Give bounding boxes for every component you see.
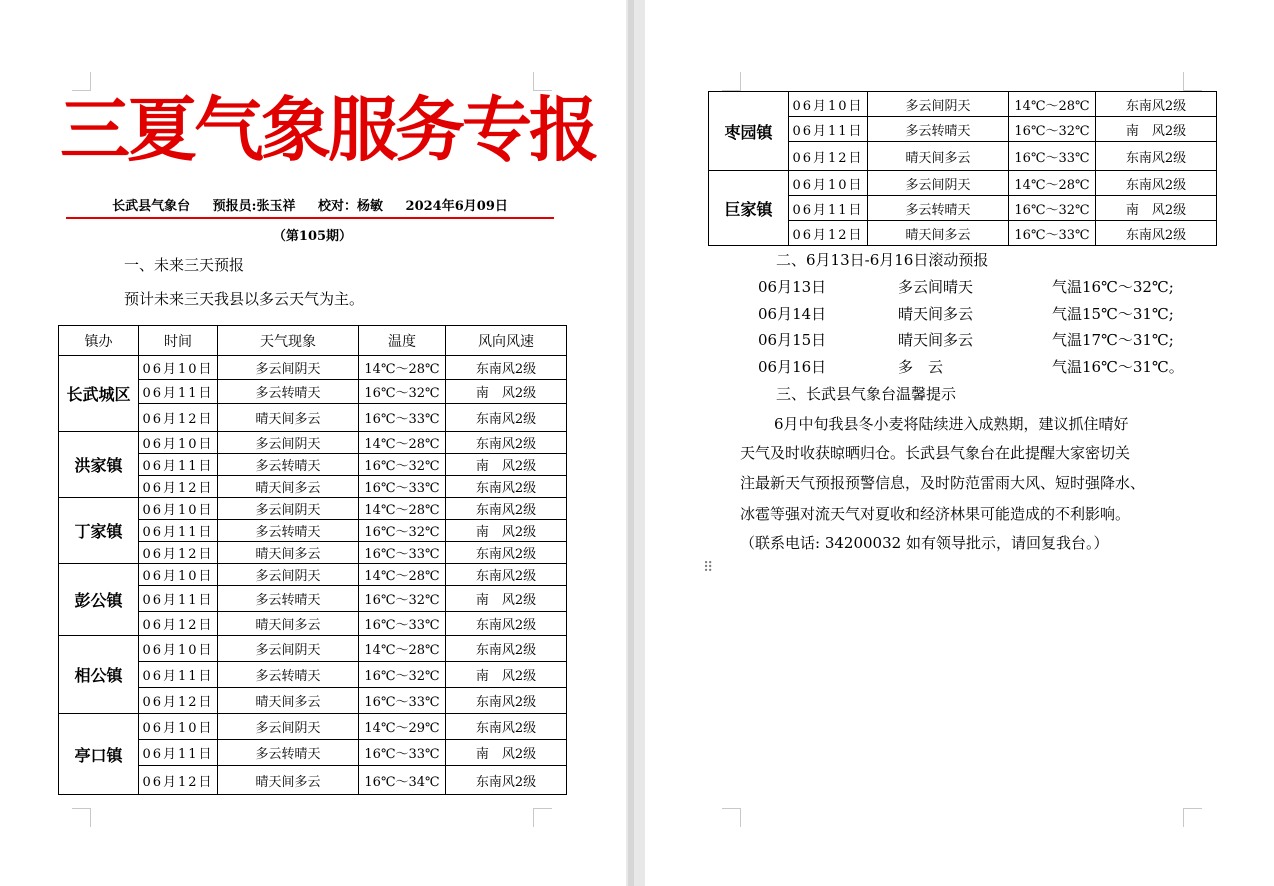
header-wind: 风向风速 <box>446 326 567 356</box>
table-header-row <box>59 326 567 356</box>
weather-cell: 多云间阴天 <box>218 432 359 454</box>
weather-cell: 晴天间多云 <box>218 612 359 636</box>
town-name-cell: 枣园镇 <box>709 92 789 171</box>
date-cell: 06月12日 <box>139 688 218 714</box>
temp-cell: 16℃～33℃ <box>359 404 446 432</box>
date-cell: 06月10日 <box>139 636 218 662</box>
tip-line: 冰雹等强对流天气对夏收和经济林果可能造成的不利影响。 <box>740 505 1131 523</box>
weather-cell: 多云间阴天 <box>218 356 359 380</box>
temp-cell: 16℃～33℃ <box>359 542 446 564</box>
wind-cell: 南 风2级 <box>1096 196 1217 221</box>
town-name-cell: 亭口镇 <box>59 714 139 795</box>
wind-cell: 东南风2级 <box>446 404 567 432</box>
table-row <box>59 432 567 454</box>
weather-cell: 多云转晴天 <box>218 380 359 404</box>
date-cell: 06月10日 <box>789 92 868 117</box>
issue-number: （第105期） <box>272 229 353 244</box>
weather-cell: 晴天间多云 <box>218 688 359 714</box>
report-masthead: 三夏气象服务专报 <box>60 88 596 171</box>
rolling-weather: 晴天间多云 <box>898 331 974 349</box>
weather-cell: 多云间阴天 <box>868 92 1009 117</box>
temp-cell: 16℃～32℃ <box>1009 117 1096 142</box>
table-row <box>59 636 567 662</box>
weather-cell: 多云间阴天 <box>218 714 359 740</box>
table-row <box>709 92 1217 117</box>
date-cell: 06月12日 <box>789 142 868 171</box>
date-cell: 06月11日 <box>139 520 218 542</box>
temp-cell: 14℃～29℃ <box>359 714 446 740</box>
section-1-summary: 预计未来三天我县以多云天气为主。 <box>124 290 365 308</box>
weather-cell: 多云转晴天 <box>218 520 359 542</box>
wind-cell: 南 风2级 <box>446 454 567 476</box>
table-row <box>709 171 1217 196</box>
rolling-weather: 多 云 <box>898 358 944 376</box>
date-cell: 06月11日 <box>139 380 218 404</box>
date-cell: 06月11日 <box>789 196 868 221</box>
report-date: 2024年6月09日 <box>405 199 508 214</box>
wind-cell: 东南风2级 <box>446 688 567 714</box>
rolling-date: 06月14日 <box>758 305 827 323</box>
weather-cell: 多云转晴天 <box>218 586 359 612</box>
forecast-table <box>58 325 567 795</box>
crop-mark-icon <box>722 72 741 91</box>
forecaster-name: 预报员:张玉祥 <box>212 199 296 214</box>
date-cell: 06月11日 <box>139 454 218 476</box>
temp-cell: 14℃～28℃ <box>1009 171 1096 196</box>
weather-cell: 晴天间多云 <box>868 221 1009 246</box>
temp-cell: 14℃～28℃ <box>359 564 446 586</box>
date-cell: 06月12日 <box>139 612 218 636</box>
wind-cell: 东南风2级 <box>1096 171 1217 196</box>
wind-cell: 南 风2级 <box>446 380 567 404</box>
section-3-heading: 三、长武县气象台温馨提示 <box>776 385 957 403</box>
wind-cell: 东南风2级 <box>446 714 567 740</box>
town-name-cell: 洪家镇 <box>59 432 139 498</box>
header-temp: 温度 <box>359 326 446 356</box>
date-cell: 06月12日 <box>139 766 218 795</box>
weather-cell: 多云转晴天 <box>218 740 359 766</box>
rolling-temp: 气温15℃～31℃; <box>1052 305 1174 323</box>
wind-cell: 南 风2级 <box>446 662 567 688</box>
town-name-cell: 巨家镇 <box>709 171 789 246</box>
date-cell: 06月12日 <box>139 404 218 432</box>
weather-cell: 晴天间多云 <box>218 476 359 498</box>
header-weather: 天气现象 <box>218 326 359 356</box>
temp-cell: 16℃～33℃ <box>359 688 446 714</box>
wind-cell: 东南风2级 <box>446 432 567 454</box>
date-cell: 06月10日 <box>789 171 868 196</box>
rolling-date: 06月13日 <box>758 278 827 296</box>
weather-cell: 多云间阴天 <box>868 171 1009 196</box>
temp-cell: 16℃～34℃ <box>359 766 446 795</box>
date-cell: 06月10日 <box>139 714 218 740</box>
temp-cell: 14℃～28℃ <box>1009 92 1096 117</box>
temp-cell: 16℃～32℃ <box>359 380 446 404</box>
temp-cell: 16℃～33℃ <box>359 612 446 636</box>
date-cell: 06月11日 <box>139 740 218 766</box>
weather-cell: 多云转晴天 <box>218 662 359 688</box>
red-rule <box>66 217 554 219</box>
temp-cell: 14℃～28℃ <box>359 432 446 454</box>
forecast-table-continued <box>708 91 1217 246</box>
wind-cell: 南 风2级 <box>446 586 567 612</box>
rolling-date: 06月15日 <box>758 331 827 349</box>
temp-cell: 14℃～28℃ <box>359 498 446 520</box>
crop-mark-icon <box>533 808 552 827</box>
temp-cell: 16℃～32℃ <box>359 586 446 612</box>
temp-cell: 16℃～33℃ <box>1009 221 1096 246</box>
wind-cell: 南 风2级 <box>1096 117 1217 142</box>
wind-cell: 东南风2级 <box>446 356 567 380</box>
rolling-weather: 多云间晴天 <box>898 278 974 296</box>
wind-cell: 东南风2级 <box>1096 92 1217 117</box>
temp-cell: 16℃～33℃ <box>359 740 446 766</box>
weather-cell: 多云间阴天 <box>218 564 359 586</box>
wind-cell: 东南风2级 <box>446 612 567 636</box>
wind-cell: 东南风2级 <box>446 542 567 564</box>
table-row <box>59 714 567 740</box>
date-cell: 06月10日 <box>139 432 218 454</box>
wind-cell: 东南风2级 <box>446 476 567 498</box>
crop-mark-icon <box>72 808 91 827</box>
town-name-cell: 丁家镇 <box>59 498 139 564</box>
date-cell: 06月11日 <box>139 586 218 612</box>
weather-cell: 晴天间多云 <box>218 542 359 564</box>
section-1-heading: 一、未来三天预报 <box>124 256 245 274</box>
weather-cell: 多云转晴天 <box>218 454 359 476</box>
temp-cell: 14℃～28℃ <box>359 356 446 380</box>
contact-line: （联系电话: 34200032 如有领导批示，请回复我台。） <box>740 534 1109 552</box>
wind-cell: 东南风2级 <box>446 498 567 520</box>
rolling-date: 06月16日 <box>758 358 827 376</box>
town-name-cell: 彭公镇 <box>59 564 139 636</box>
date-cell: 06月10日 <box>139 498 218 520</box>
wind-cell: 东南风2级 <box>446 564 567 586</box>
table-row <box>59 564 567 586</box>
date-cell: 06月12日 <box>139 542 218 564</box>
section-2-heading: 二、6月13日-6月16日滚动预报 <box>776 251 989 269</box>
scroll-edge <box>628 0 634 886</box>
table-row <box>59 498 567 520</box>
rolling-weather: 晴天间多云 <box>898 305 974 323</box>
wind-cell: 南 风2级 <box>446 740 567 766</box>
temp-cell: 14℃～28℃ <box>359 636 446 662</box>
temp-cell: 16℃～32℃ <box>1009 196 1096 221</box>
temp-cell: 16℃～33℃ <box>359 476 446 498</box>
date-cell: 06月11日 <box>789 117 868 142</box>
proofreader-name: 校对：杨敏 <box>318 199 384 214</box>
town-name-cell: 相公镇 <box>59 636 139 714</box>
crop-mark-icon <box>1183 808 1202 827</box>
date-cell: 06月10日 <box>139 356 218 380</box>
date-cell: 06月11日 <box>139 662 218 688</box>
rolling-temp: 气温16℃～32℃; <box>1052 278 1174 296</box>
page-gutter <box>626 0 645 886</box>
date-cell: 06月12日 <box>789 221 868 246</box>
wind-cell: 东南风2级 <box>446 766 567 795</box>
weather-cell: 晴天间多云 <box>218 404 359 432</box>
table-row <box>59 356 567 380</box>
tip-line: 6月中旬我县冬小麦将陆续进入成熟期，建议抓住晴好 <box>774 415 1129 433</box>
weather-cell: 多云间阴天 <box>218 636 359 662</box>
weather-cell: 晴天间多云 <box>868 142 1009 171</box>
date-cell: 06月12日 <box>139 476 218 498</box>
rolling-temp: 气温17℃～31℃; <box>1052 331 1174 349</box>
temp-cell: 16℃～32℃ <box>359 520 446 542</box>
weather-cell: 多云转晴天 <box>868 196 1009 221</box>
weather-cell: 多云间阴天 <box>218 498 359 520</box>
tip-line: 天气及时收获晾晒归仓。长武县气象台在此提醒大家密切关 <box>740 444 1131 462</box>
crop-mark-icon <box>1183 72 1202 91</box>
wind-cell: 南 风2级 <box>446 520 567 542</box>
temp-cell: 16℃～33℃ <box>1009 142 1096 171</box>
temp-cell: 16℃～32℃ <box>359 454 446 476</box>
header-town: 镇办 <box>59 326 139 356</box>
wind-cell: 东南风2级 <box>446 636 567 662</box>
drag-handle-icon[interactable]: ⠿ <box>703 560 712 576</box>
wind-cell: 东南风2级 <box>1096 221 1217 246</box>
weather-cell: 多云转晴天 <box>868 117 1009 142</box>
crop-mark-icon <box>722 808 741 827</box>
header-date: 时间 <box>139 326 218 356</box>
weather-cell: 晴天间多云 <box>218 766 359 795</box>
agency-name: 长武县气象台 <box>112 199 191 214</box>
rolling-temp: 气温16℃～31℃。 <box>1052 358 1184 376</box>
town-name-cell: 长武城区 <box>59 356 139 432</box>
wind-cell: 东南风2级 <box>1096 142 1217 171</box>
report-byline <box>66 197 554 217</box>
temp-cell: 16℃～32℃ <box>359 662 446 688</box>
tip-line: 注最新天气预报预警信息，及时防范雷雨大风、短时强降水、 <box>740 474 1146 492</box>
date-cell: 06月10日 <box>139 564 218 586</box>
